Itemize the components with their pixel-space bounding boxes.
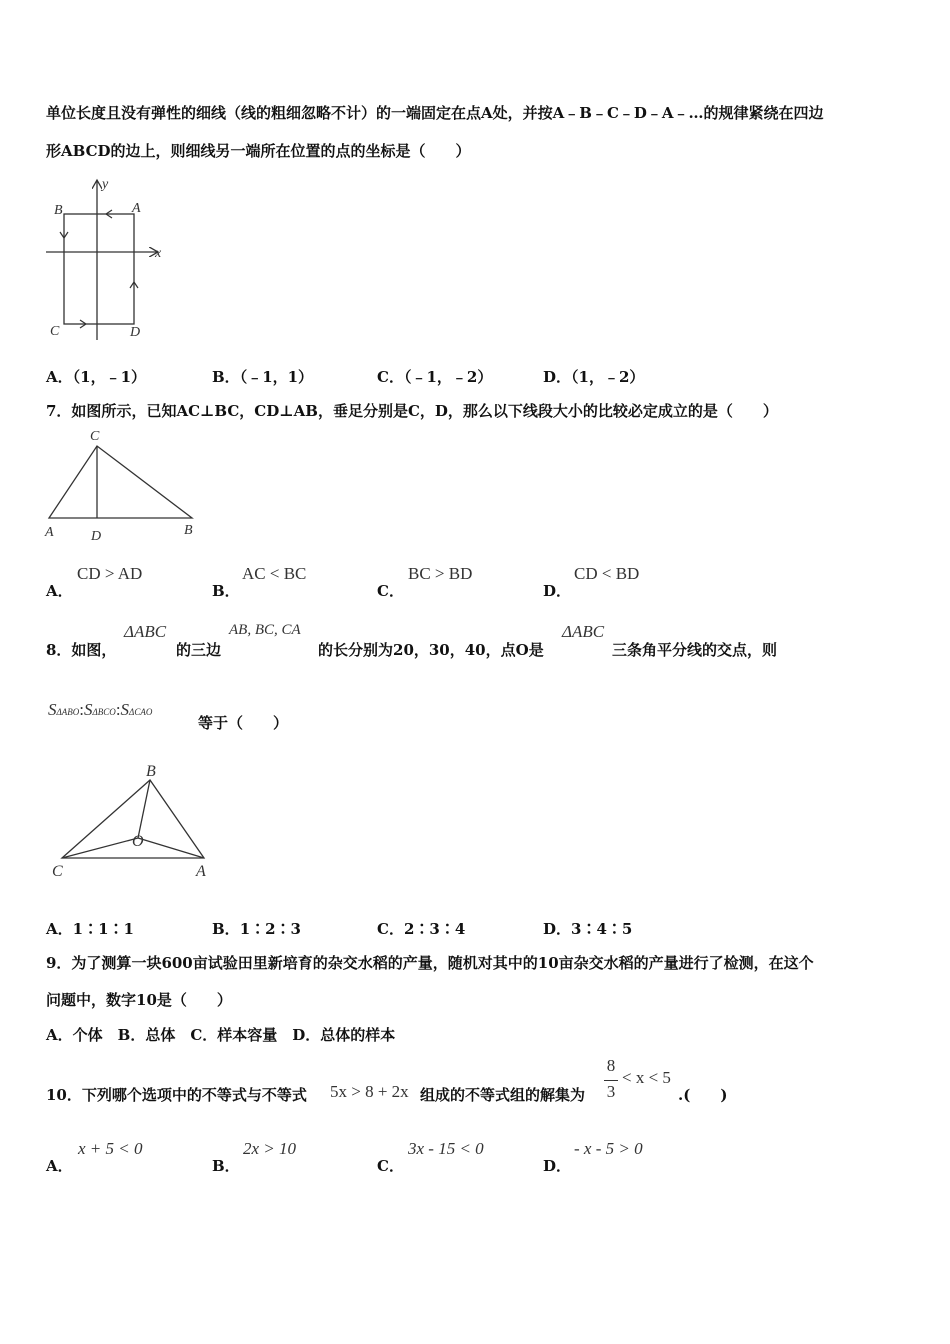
q7-option-b-label[interactable]: B． [212, 582, 240, 600]
q8-label-b: B [146, 763, 156, 780]
q8-figure [44, 758, 219, 886]
q9-text-line2: 问题中，数字10是（ ） [46, 991, 232, 1009]
q10-option-c-label[interactable]: C． [377, 1157, 404, 1175]
q10-option-d-math: - x - 5 > 0 [574, 1139, 643, 1158]
q7-option-c-label[interactable]: C． [377, 582, 404, 600]
q6-label-a: A [132, 201, 141, 216]
q8-label-o: O [132, 833, 144, 850]
q10-inequality: 5x > 8 + 2x [330, 1082, 409, 1101]
q10-fraction-denominator: 3 [606, 1082, 616, 1101]
q9-text-line1: 9．为了测算一块600亩试验田里新培育的杂交水稻的产量，随机对其中的10亩杂交水稻的产量进行了检测，在这个 [46, 954, 814, 972]
q7-triangle [49, 446, 192, 518]
q7-label-a: A [45, 525, 54, 540]
q6-option-d[interactable]: D．（1，﹣2） [543, 368, 645, 386]
q10-fraction-bar [604, 1080, 618, 1081]
q10-range: < x < 5 [622, 1068, 671, 1087]
q7-option-d-math: CD < BD [574, 564, 640, 583]
q8-triangle-2: ΔABC [562, 622, 605, 641]
q7-option-a-math: CD > AD [77, 564, 143, 583]
q8-prefix: 8．如图， [46, 641, 117, 659]
q7-figure [40, 424, 205, 546]
q6-figure [40, 172, 170, 344]
q8-triangle-1: ΔABC [124, 622, 167, 641]
q6-rectangle [64, 214, 134, 324]
q6-label-d: D [130, 325, 141, 340]
q6-label-b: B [54, 203, 63, 218]
q6-option-c[interactable]: C．（﹣1，﹣2） [377, 368, 493, 386]
q6-text-line1: 单位长度且没有弹性的细线（线的粗细忽略不计）的一端固定在点A处，并按A﹣B﹣C﹣D﹣A﹣…的规律紧绕在四边 [46, 104, 824, 122]
q7-option-d-label[interactable]: D． [543, 582, 572, 600]
q7-label-b: B [184, 523, 193, 538]
q10-option-a-math: x + 5 < 0 [78, 1139, 143, 1158]
q6-label-y: y [102, 177, 109, 192]
q7-label-d: D [91, 529, 102, 544]
q6-option-a[interactable]: A．（1，﹣1） [46, 368, 147, 386]
q8-sides: AB, BC, CA [229, 622, 301, 638]
q10-option-a-label[interactable]: A． [46, 1157, 73, 1175]
q10-option-d-label[interactable]: D． [543, 1157, 572, 1175]
q10-option-b-math: 2x > 10 [243, 1139, 297, 1158]
q7-text: 7．如图所示，已知AC⊥BC，CD⊥AB，垂足分别是C，D，那么以下线段大小的比较必定成立的是（ ） [46, 402, 778, 420]
q6-option-b[interactable]: B．（﹣1，1） [212, 368, 314, 386]
q6-text-line2: 形ABCD的边上，则细线另一端所在位置的点的坐标是（ ） [46, 142, 471, 160]
q8-equals: 等于（ ） [198, 714, 289, 732]
q8-option-c[interactable]: C．2∶3∶4 [377, 920, 466, 938]
q8-option-a[interactable]: A．1∶1∶1 [46, 920, 134, 938]
q7-option-a-label[interactable]: A． [46, 582, 73, 600]
q7-option-b-math: AC < BC [242, 564, 307, 583]
q8-label-c: C [52, 863, 63, 880]
q8-option-b[interactable]: B．1∶2∶3 [212, 920, 301, 938]
q8-segment-ao [138, 838, 204, 858]
q10-mid: 组成的不等式组的解集为 [420, 1086, 586, 1104]
q10-fraction-numerator: 8 [606, 1056, 616, 1075]
q8-suffix: 三条角平分线的交点，则 [612, 641, 778, 659]
q8-mid2: 的长分别为20，30，40，点O是 [318, 641, 544, 659]
q6-label-x: x [155, 246, 162, 261]
q10-option-b-label[interactable]: B． [212, 1157, 240, 1175]
q10-option-c-math: 3x - 15 < 0 [408, 1139, 484, 1158]
q10-suffix: .( ) [678, 1086, 728, 1104]
q9-options[interactable]: A．个体 B．总体 C．样本容量 D．总体的样本 [46, 1026, 396, 1044]
q8-area-ratio: SΔABO:SΔBCO:SΔCAO [48, 700, 153, 719]
q8-label-a: A [196, 863, 206, 880]
q10-prefix: 10．下列哪个选项中的不等式与不等式 [46, 1086, 307, 1104]
q7-label-c: C [90, 429, 100, 444]
q6-label-c: C [50, 324, 60, 339]
q7-option-c-math: BC > BD [408, 564, 473, 583]
q8-mid1: 的三边 [176, 641, 222, 659]
q8-option-d[interactable]: D．3∶4∶5 [543, 920, 633, 938]
